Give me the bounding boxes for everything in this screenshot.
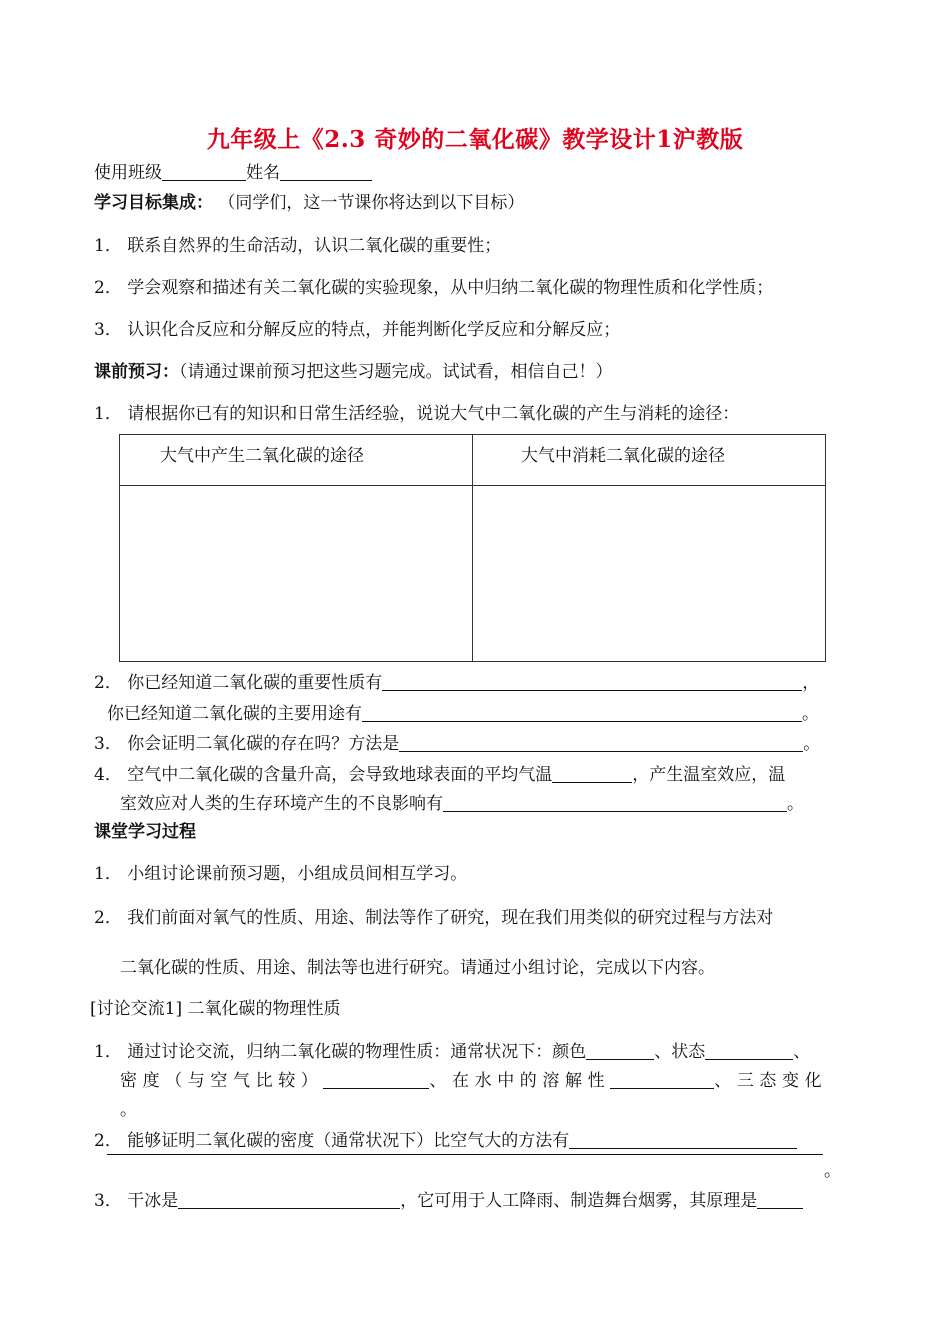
question-num: 2． bbox=[94, 673, 122, 693]
punctuation: ， bbox=[802, 673, 820, 693]
answer-cell-produce[interactable] bbox=[120, 486, 473, 662]
answer-line[interactable] bbox=[107, 1154, 823, 1155]
principle-blank[interactable] bbox=[757, 1190, 803, 1209]
discussion1-q1-line2 bbox=[120, 1066, 827, 1091]
answer-cell-consume[interactable] bbox=[473, 486, 826, 662]
table-header-produce: 大气中产生二氧化碳的途径 bbox=[120, 435, 473, 486]
punctuation: 。 bbox=[803, 734, 821, 754]
objective-item bbox=[94, 231, 501, 256]
objective-text: 学会观察和描述有关二氧化碳的实验现象，从中归纳二氧化碳的物理性质和化学性质； bbox=[127, 278, 774, 298]
punctuation: 。 bbox=[787, 794, 804, 814]
co2-pathways-table bbox=[119, 434, 826, 662]
item-text: 我们前面对氧气的性质、用途、制法等作了研究，现在我们用类似的研究过程与方法对 bbox=[127, 908, 774, 928]
header-fields bbox=[94, 158, 372, 183]
objective-item bbox=[94, 315, 620, 340]
preview-note: （请通过课前预习把这些习题完成。试试看，相信自己！） bbox=[179, 362, 613, 382]
discussion-label: [讨论交流1] bbox=[90, 999, 183, 1019]
process-heading: 课堂学习过程 bbox=[94, 822, 196, 842]
question-text: 室效应对人类的生存环境产生的不良影响有 bbox=[120, 794, 443, 814]
objective-num: 2． bbox=[94, 278, 122, 298]
color-blank[interactable] bbox=[586, 1041, 654, 1060]
process-item-cont: 二氧化碳的性质、用途、制法等也进行研究。请通过小组讨论，完成以下内容。 bbox=[120, 958, 715, 978]
name-field[interactable] bbox=[280, 162, 372, 181]
item-text: 小组讨论课前预习题，小组成员间相互学习。 bbox=[127, 864, 468, 884]
answer-blank[interactable] bbox=[362, 703, 802, 722]
answer-blank[interactable] bbox=[552, 764, 632, 783]
discussion1-heading bbox=[90, 994, 341, 1019]
question-text: 空气中二氧化碳的含量升高，会导致地球表面的平均气温 bbox=[127, 765, 553, 785]
objective-item bbox=[94, 273, 773, 298]
preview-heading-row bbox=[94, 357, 613, 382]
punctuation: 、 bbox=[793, 1042, 811, 1062]
objective-text: 联系自然界的生命活动，认识二氧化碳的重要性； bbox=[127, 236, 502, 256]
question-num: 2． bbox=[94, 1131, 122, 1151]
question-text: 通过讨论交流，归纳二氧化碳的物理性质：通常状况下：颜色 bbox=[127, 1042, 587, 1062]
table-header-consume: 大气中消耗二氧化碳的途径 bbox=[473, 435, 826, 486]
question-num: 3． bbox=[94, 734, 122, 754]
name-label: 姓名 bbox=[246, 163, 280, 183]
discussion-topic: 二氧化碳的物理性质 bbox=[187, 999, 341, 1019]
question-num: 4． bbox=[94, 765, 122, 785]
preview-q4-line1 bbox=[94, 760, 785, 785]
objectives-heading-row bbox=[94, 188, 524, 213]
answer-blank[interactable] bbox=[382, 672, 802, 691]
question-text: 你已经知道二氧化碳的重要性质有 bbox=[127, 673, 383, 693]
item-num: 1． bbox=[94, 864, 122, 884]
preview-q2-line1 bbox=[94, 668, 819, 693]
dry-ice-blank[interactable] bbox=[178, 1190, 400, 1209]
question-text: 密度（与空气比较） bbox=[120, 1071, 324, 1091]
preview-q1 bbox=[94, 399, 739, 424]
question-text: 你已经知道二氧化碳的主要用途有 bbox=[107, 704, 362, 724]
density-blank[interactable] bbox=[323, 1070, 429, 1089]
question-text: 、状态 bbox=[654, 1042, 706, 1062]
discussion1-q1-line1 bbox=[94, 1037, 810, 1062]
preview-q2-line2 bbox=[107, 699, 819, 724]
question-num: 1． bbox=[94, 404, 122, 424]
class-field[interactable] bbox=[162, 162, 246, 181]
state-blank[interactable] bbox=[705, 1041, 793, 1060]
objectives-heading: 学习目标集成： bbox=[94, 193, 213, 213]
question-text: 请根据你已有的知识和日常生活经验，说说大气中二氧化碳的产生与消耗的途径： bbox=[127, 404, 740, 424]
question-text: 、三态变化 bbox=[714, 1071, 828, 1091]
objectives-note: （同学们，这一节课你将达到以下目标） bbox=[218, 193, 525, 213]
question-num: 3． bbox=[94, 1191, 122, 1211]
discussion1-q2 bbox=[94, 1126, 797, 1151]
objective-text: 认识化合反应和分解反应的特点，并能判断化学反应和分解反应； bbox=[127, 320, 621, 340]
preview-q4-line2 bbox=[120, 789, 804, 814]
discussion1-q1-end: 。 bbox=[120, 1100, 137, 1120]
solubility-blank[interactable] bbox=[610, 1070, 714, 1089]
answer-blank[interactable] bbox=[569, 1130, 797, 1149]
question-text: ，产生温室效应，温 bbox=[632, 765, 786, 785]
objective-num: 1． bbox=[94, 236, 122, 256]
question-text: 能够证明二氧化碳的密度（通常状况下）比空气大的方法有 bbox=[127, 1131, 570, 1151]
process-item bbox=[94, 903, 773, 928]
answer-blank[interactable] bbox=[399, 733, 803, 752]
question-text: 、在水中的溶解性 bbox=[429, 1071, 611, 1091]
answer-blank[interactable] bbox=[443, 793, 787, 812]
punctuation: 。 bbox=[824, 1161, 841, 1181]
item-num: 2． bbox=[94, 908, 122, 928]
preview-heading: 课前预习： bbox=[94, 362, 179, 382]
question-num: 1． bbox=[94, 1042, 122, 1062]
question-text: ，它可用于人工降雨、制造舞台烟雾，其原理是 bbox=[400, 1191, 758, 1211]
punctuation: 。 bbox=[802, 704, 819, 724]
preview-q3 bbox=[94, 729, 820, 754]
question-text: 你会证明二氧化碳的存在吗？方法是 bbox=[127, 734, 400, 754]
question-text: 干冰是 bbox=[127, 1191, 179, 1211]
process-item bbox=[94, 859, 467, 884]
objective-num: 3． bbox=[94, 320, 122, 340]
class-label: 使用班级 bbox=[94, 163, 162, 183]
discussion1-q3 bbox=[94, 1186, 803, 1211]
page-title: 九年级上《2.3 奇妙的二氧化碳》教学设计1沪教版 bbox=[206, 126, 744, 153]
